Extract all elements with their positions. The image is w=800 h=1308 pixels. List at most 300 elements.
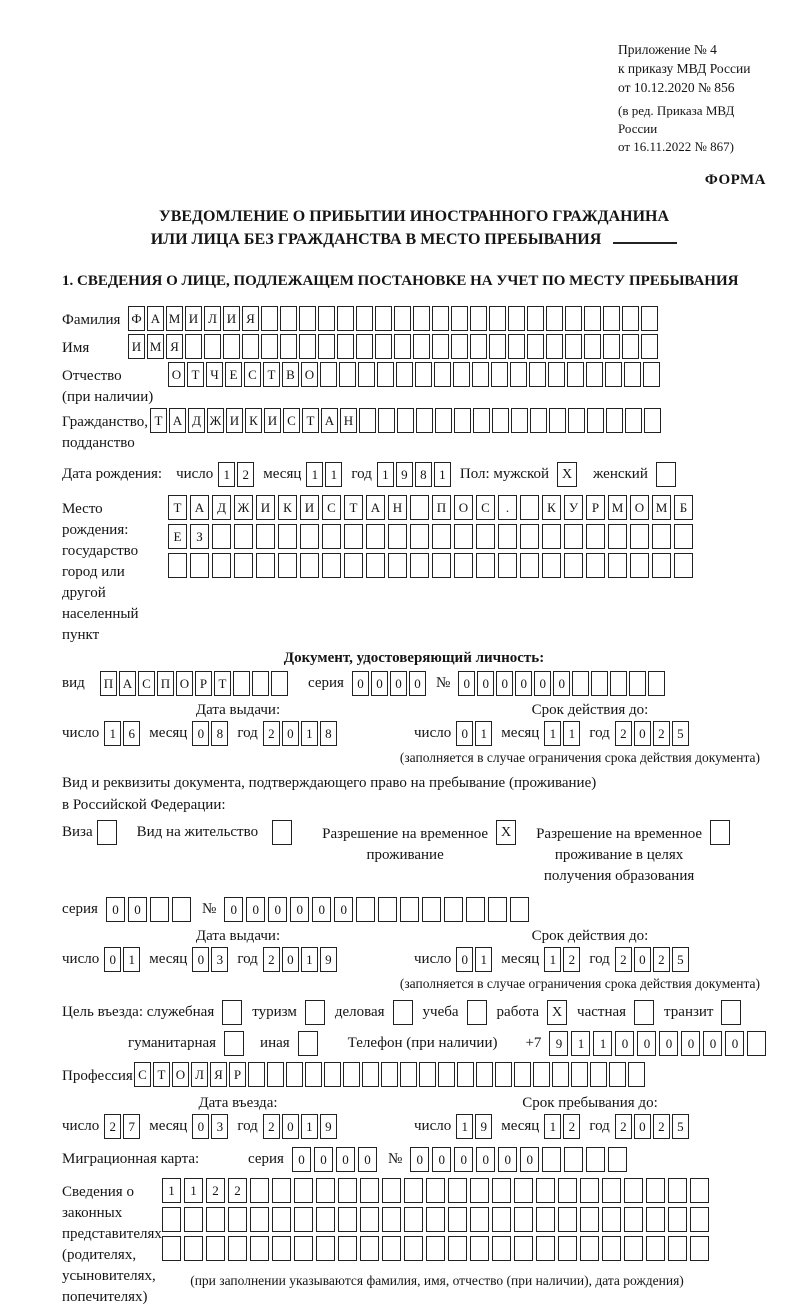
representatives-char-cell[interactable] (646, 1178, 665, 1203)
name-char-cell[interactable] (603, 334, 620, 359)
purpose-other-checkbox[interactable] (298, 1031, 320, 1056)
surname-char-cell[interactable]: И (185, 306, 202, 331)
doc-kind-char-cell[interactable]: П (157, 671, 174, 696)
phone-digit-cell[interactable]: 0 (725, 1031, 744, 1056)
representatives-char-cell[interactable] (492, 1236, 511, 1261)
patronymic-char-cell[interactable] (453, 362, 470, 387)
citizenship-char-cell[interactable] (606, 408, 623, 433)
representatives-char-cell[interactable] (514, 1207, 533, 1232)
purpose-private-checkbox[interactable] (634, 1000, 656, 1025)
birth-year-cell[interactable]: 1 (377, 462, 394, 487)
patronymic-char-cell[interactable] (624, 362, 641, 387)
permit-number-cell[interactable] (422, 897, 441, 922)
birth-place-char-cell[interactable] (256, 524, 275, 549)
birth-day-cell[interactable]: 2 (237, 462, 254, 487)
birth-place-char-cell[interactable]: Б (674, 495, 693, 520)
name-char-cell[interactable] (641, 334, 658, 359)
birth-place-char-cell[interactable]: С (322, 495, 341, 520)
citizenship-char-cell[interactable] (397, 408, 414, 433)
surname-char-cell[interactable]: М (166, 306, 183, 331)
representatives-char-cell[interactable]: 1 (184, 1178, 203, 1203)
char-cell[interactable]: 1 (563, 721, 580, 746)
permit-number-cell[interactable]: 0 (268, 897, 287, 922)
residence-permit-checkbox[interactable] (272, 820, 292, 845)
profession-char-cell[interactable] (248, 1062, 265, 1087)
migration-series-cell[interactable]: 0 (358, 1147, 377, 1172)
representatives-char-cell[interactable] (272, 1178, 291, 1203)
patronymic-input[interactable] (168, 362, 662, 387)
profession-char-cell[interactable] (628, 1062, 645, 1087)
birth-year-cell[interactable]: 9 (396, 462, 413, 487)
char-cell[interactable]: 0 (192, 721, 209, 746)
surname-char-cell[interactable]: Я (242, 306, 259, 331)
char-cell[interactable]: 2 (653, 721, 670, 746)
char-cell[interactable]: 0 (192, 1114, 209, 1139)
representatives-char-cell[interactable] (426, 1178, 445, 1203)
char-cell[interactable]: 0 (456, 721, 473, 746)
profession-char-cell[interactable] (590, 1062, 607, 1087)
representatives-char-cell[interactable] (360, 1207, 379, 1232)
surname-char-cell[interactable]: Л (204, 306, 221, 331)
purpose-study-checkbox[interactable] (467, 1000, 489, 1025)
patronymic-char-cell[interactable] (491, 362, 508, 387)
char-cell[interactable]: 1 (475, 721, 492, 746)
representatives-char-cell[interactable] (448, 1178, 467, 1203)
citizenship-char-cell[interactable]: А (169, 408, 186, 433)
birth-year-input[interactable] (377, 462, 453, 487)
birth-place-char-cell[interactable] (542, 524, 561, 549)
patronymic-char-cell[interactable]: Е (225, 362, 242, 387)
birth-place-char-cell[interactable] (608, 553, 627, 578)
citizenship-char-cell[interactable]: И (226, 408, 243, 433)
representatives-char-cell[interactable] (514, 1178, 533, 1203)
representatives-char-cell[interactable] (646, 1207, 665, 1232)
visa-checkbox[interactable] (97, 820, 119, 845)
representatives-char-cell[interactable] (602, 1236, 621, 1261)
birth-place-char-cell[interactable] (564, 553, 583, 578)
char-cell[interactable]: 1 (301, 947, 318, 972)
birth-place-char-cell[interactable] (520, 553, 539, 578)
birth-place-char-cell[interactable] (498, 553, 517, 578)
patronymic-char-cell[interactable] (643, 362, 660, 387)
permit-issue-month[interactable] (192, 947, 230, 972)
birth-place-char-cell[interactable] (410, 553, 429, 578)
char-cell[interactable]: 1 (301, 721, 318, 746)
migration-number-cell[interactable] (542, 1147, 561, 1172)
name-char-cell[interactable] (280, 334, 297, 359)
birth-place-char-cell[interactable] (520, 524, 539, 549)
birth-place-char-cell[interactable] (278, 553, 297, 578)
birth-place-char-cell[interactable]: Т (344, 495, 363, 520)
profession-char-cell[interactable] (514, 1062, 531, 1087)
birth-place-char-cell[interactable] (388, 553, 407, 578)
birth-place-char-cell[interactable] (388, 524, 407, 549)
citizenship-char-cell[interactable] (511, 408, 528, 433)
permit-series-cell[interactable] (150, 897, 169, 922)
citizenship-char-cell[interactable] (549, 408, 566, 433)
patronymic-char-cell[interactable]: О (301, 362, 318, 387)
phone-input[interactable] (549, 1031, 769, 1056)
representatives-char-cell[interactable] (624, 1207, 643, 1232)
birth-place-char-cell[interactable] (476, 524, 495, 549)
permit-number-input[interactable] (224, 897, 532, 922)
name-char-cell[interactable]: М (147, 334, 164, 359)
migration-number-cell[interactable]: 0 (410, 1147, 429, 1172)
char-cell[interactable] (222, 1000, 242, 1025)
doc-series-input[interactable] (352, 671, 428, 696)
citizenship-char-cell[interactable] (568, 408, 585, 433)
doc-series-cell[interactable]: 0 (390, 671, 407, 696)
birth-place-char-cell[interactable] (190, 553, 209, 578)
birth-place-input-row1[interactable] (168, 495, 696, 520)
surname-char-cell[interactable] (337, 306, 354, 331)
char-cell[interactable]: 5 (672, 721, 689, 746)
migration-number-cell[interactable] (564, 1147, 583, 1172)
birth-place-char-cell[interactable] (432, 553, 451, 578)
profession-char-cell[interactable] (343, 1062, 360, 1087)
birth-place-char-cell[interactable]: Р (586, 495, 605, 520)
profession-char-cell[interactable] (305, 1062, 322, 1087)
phone-digit-cell[interactable]: 9 (549, 1031, 568, 1056)
birth-place-char-cell[interactable] (256, 553, 275, 578)
migration-series-cell[interactable]: 0 (292, 1147, 311, 1172)
char-cell[interactable]: 9 (320, 1114, 337, 1139)
birth-place-char-cell[interactable] (652, 524, 671, 549)
doc-number-cell[interactable]: 0 (496, 671, 513, 696)
migration-number-cell[interactable]: 0 (520, 1147, 539, 1172)
profession-char-cell[interactable] (267, 1062, 284, 1087)
birth-place-char-cell[interactable] (652, 553, 671, 578)
char-cell[interactable]: 0 (634, 1114, 651, 1139)
representatives-char-cell[interactable] (624, 1236, 643, 1261)
representatives-char-cell[interactable] (470, 1207, 489, 1232)
birth-place-char-cell[interactable] (630, 553, 649, 578)
name-char-cell[interactable] (565, 334, 582, 359)
profession-char-cell[interactable] (457, 1062, 474, 1087)
birth-place-char-cell[interactable] (586, 553, 605, 578)
representatives-char-cell[interactable] (470, 1178, 489, 1203)
representatives-char-cell[interactable] (404, 1178, 423, 1203)
representatives-char-cell[interactable] (250, 1207, 269, 1232)
char-cell[interactable]: 1 (123, 947, 140, 972)
representatives-char-cell[interactable] (382, 1236, 401, 1261)
name-char-cell[interactable] (242, 334, 259, 359)
citizenship-char-cell[interactable] (416, 408, 433, 433)
surname-char-cell[interactable] (470, 306, 487, 331)
profession-char-cell[interactable] (419, 1062, 436, 1087)
birth-place-char-cell[interactable] (410, 524, 429, 549)
birth-year-cell[interactable]: 8 (415, 462, 432, 487)
stay-month-input[interactable] (544, 1114, 582, 1139)
representatives-char-cell[interactable] (294, 1178, 313, 1203)
char-cell[interactable]: 2 (615, 1114, 632, 1139)
representatives-char-cell[interactable] (492, 1178, 511, 1203)
char-cell[interactable] (298, 1031, 318, 1056)
representatives-char-cell[interactable]: 1 (162, 1178, 181, 1203)
char-cell[interactable]: 5 (672, 1114, 689, 1139)
name-char-cell[interactable] (375, 334, 392, 359)
birth-place-char-cell[interactable] (322, 524, 341, 549)
representatives-char-cell[interactable] (690, 1178, 709, 1203)
patronymic-char-cell[interactable] (567, 362, 584, 387)
representatives-char-cell[interactable] (690, 1207, 709, 1232)
representatives-char-cell[interactable] (536, 1207, 555, 1232)
birth-day-cell[interactable]: 1 (218, 462, 235, 487)
birth-year-cell[interactable]: 1 (434, 462, 451, 487)
birth-place-char-cell[interactable] (630, 524, 649, 549)
doc-number-cell[interactable]: 0 (477, 671, 494, 696)
patronymic-char-cell[interactable] (339, 362, 356, 387)
citizenship-char-cell[interactable] (625, 408, 642, 433)
char-cell[interactable]: 9 (320, 947, 337, 972)
citizenship-char-cell[interactable] (378, 408, 395, 433)
citizenship-char-cell[interactable]: Т (302, 408, 319, 433)
representatives-char-cell[interactable] (184, 1236, 203, 1261)
representatives-char-cell[interactable] (294, 1236, 313, 1261)
citizenship-char-cell[interactable]: Д (188, 408, 205, 433)
name-char-cell[interactable] (508, 334, 525, 359)
migration-number-cell[interactable]: 0 (498, 1147, 517, 1172)
birth-place-input-row3[interactable] (168, 553, 696, 578)
phone-digit-cell[interactable]: 1 (593, 1031, 612, 1056)
doc-series-cell[interactable]: 0 (371, 671, 388, 696)
passport-valid-month[interactable] (544, 721, 582, 746)
profession-char-cell[interactable]: О (172, 1062, 189, 1087)
birth-place-char-cell[interactable]: И (300, 495, 319, 520)
representatives-char-cell[interactable] (338, 1236, 357, 1261)
birth-place-char-cell[interactable]: К (542, 495, 561, 520)
doc-number-cell[interactable]: 0 (458, 671, 475, 696)
char-cell[interactable]: 1 (301, 1114, 318, 1139)
purpose-transit-checkbox[interactable] (721, 1000, 743, 1025)
patronymic-char-cell[interactable]: В (282, 362, 299, 387)
surname-char-cell[interactable] (489, 306, 506, 331)
permit-number-cell[interactable] (488, 897, 507, 922)
surname-char-cell[interactable] (394, 306, 411, 331)
birth-place-char-cell[interactable] (168, 553, 187, 578)
char-cell[interactable] (467, 1000, 487, 1025)
surname-char-cell[interactable] (603, 306, 620, 331)
char-cell[interactable]: 8 (320, 721, 337, 746)
patronymic-char-cell[interactable] (529, 362, 546, 387)
birth-place-char-cell[interactable]: Д (212, 495, 231, 520)
birth-place-char-cell[interactable]: Т (168, 495, 187, 520)
purpose-humanitarian-checkbox[interactable] (224, 1031, 246, 1056)
profession-char-cell[interactable]: Л (191, 1062, 208, 1087)
birth-place-char-cell[interactable]: П (432, 495, 451, 520)
birth-place-char-cell[interactable]: С (476, 495, 495, 520)
name-char-cell[interactable] (185, 334, 202, 359)
char-cell[interactable]: X (547, 1000, 567, 1025)
visa-checkbox[interactable] (97, 820, 117, 845)
char-cell[interactable]: 8 (211, 721, 228, 746)
birth-place-char-cell[interactable]: О (630, 495, 649, 520)
stay-day-input[interactable] (456, 1114, 494, 1139)
representatives-char-cell[interactable] (272, 1207, 291, 1232)
doc-series-cell[interactable]: 0 (352, 671, 369, 696)
birth-place-char-cell[interactable]: И (256, 495, 275, 520)
permit-number-cell[interactable]: 0 (246, 897, 265, 922)
representatives-char-cell[interactable] (624, 1178, 643, 1203)
char-cell[interactable]: 2 (615, 947, 632, 972)
birth-place-char-cell[interactable] (366, 524, 385, 549)
birth-place-char-cell[interactable]: О (454, 495, 473, 520)
birth-place-char-cell[interactable] (344, 524, 363, 549)
phone-digit-cell[interactable]: 1 (571, 1031, 590, 1056)
char-cell[interactable]: 0 (634, 721, 651, 746)
name-char-cell[interactable] (546, 334, 563, 359)
char-cell[interactable]: 5 (672, 947, 689, 972)
birth-place-char-cell[interactable] (300, 553, 319, 578)
birth-place-char-cell[interactable]: А (190, 495, 209, 520)
permit-series-input[interactable] (106, 897, 194, 922)
representatives-input-row1[interactable] (162, 1178, 712, 1203)
profession-char-cell[interactable] (381, 1062, 398, 1087)
permit-valid-month[interactable] (544, 947, 582, 972)
birth-place-char-cell[interactable]: Н (388, 495, 407, 520)
char-cell[interactable]: 1 (475, 947, 492, 972)
birth-place-char-cell[interactable] (454, 553, 473, 578)
passport-valid-year[interactable] (615, 721, 691, 746)
char-cell[interactable] (721, 1000, 741, 1025)
profession-char-cell[interactable] (362, 1062, 379, 1087)
birth-place-char-cell[interactable]: М (608, 495, 627, 520)
doc-number-cell[interactable] (591, 671, 608, 696)
phone-digit-cell[interactable]: 0 (659, 1031, 678, 1056)
name-char-cell[interactable] (451, 334, 468, 359)
surname-char-cell[interactable] (508, 306, 525, 331)
surname-char-cell[interactable] (432, 306, 449, 331)
surname-char-cell[interactable] (318, 306, 335, 331)
patronymic-char-cell[interactable] (472, 362, 489, 387)
citizenship-char-cell[interactable]: С (283, 408, 300, 433)
migration-series-cell[interactable]: 0 (336, 1147, 355, 1172)
birth-place-char-cell[interactable] (476, 553, 495, 578)
temp-permit-edu-checkbox[interactable] (710, 820, 732, 845)
representatives-char-cell[interactable] (448, 1236, 467, 1261)
name-char-cell[interactable] (356, 334, 373, 359)
birth-place-char-cell[interactable]: У (564, 495, 583, 520)
representatives-char-cell[interactable] (536, 1236, 555, 1261)
char-cell[interactable]: 2 (263, 721, 280, 746)
surname-char-cell[interactable] (546, 306, 563, 331)
char-cell[interactable]: 0 (282, 947, 299, 972)
surname-char-cell[interactable] (622, 306, 639, 331)
surname-char-cell[interactable] (584, 306, 601, 331)
doc-kind-input[interactable] (100, 671, 290, 696)
representatives-char-cell[interactable] (536, 1178, 555, 1203)
passport-issue-day[interactable] (104, 721, 142, 746)
purpose-tourism-checkbox[interactable] (305, 1000, 327, 1025)
birth-place-char-cell[interactable] (410, 495, 429, 520)
doc-kind-char-cell[interactable]: Р (195, 671, 212, 696)
representatives-char-cell[interactable] (492, 1207, 511, 1232)
doc-kind-char-cell[interactable]: О (176, 671, 193, 696)
char-cell[interactable]: 3 (211, 947, 228, 972)
permit-series-cell[interactable]: 0 (106, 897, 125, 922)
char-cell[interactable]: 0 (192, 947, 209, 972)
birth-place-char-cell[interactable]: М (652, 495, 671, 520)
name-char-cell[interactable] (432, 334, 449, 359)
char-cell[interactable]: 0 (456, 947, 473, 972)
char-cell[interactable]: 3 (211, 1114, 228, 1139)
doc-number-cell[interactable] (572, 671, 589, 696)
patronymic-char-cell[interactable] (434, 362, 451, 387)
migration-number-cell[interactable]: 0 (476, 1147, 495, 1172)
permit-valid-day[interactable] (456, 947, 494, 972)
representatives-char-cell[interactable]: 2 (228, 1178, 247, 1203)
permit-valid-year[interactable] (615, 947, 691, 972)
representatives-char-cell[interactable] (668, 1236, 687, 1261)
char-cell[interactable]: 0 (282, 1114, 299, 1139)
birth-place-char-cell[interactable]: К (278, 495, 297, 520)
entry-month-input[interactable] (192, 1114, 230, 1139)
surname-char-cell[interactable] (280, 306, 297, 331)
name-char-cell[interactable] (204, 334, 221, 359)
name-char-cell[interactable]: И (128, 334, 145, 359)
name-char-cell[interactable] (299, 334, 316, 359)
phone-digit-cell[interactable]: 0 (615, 1031, 634, 1056)
temp-permit-checkbox[interactable] (496, 820, 518, 845)
phone-digit-cell[interactable]: 0 (681, 1031, 700, 1056)
doc-kind-char-cell[interactable] (252, 671, 269, 696)
name-input[interactable] (128, 334, 660, 359)
name-char-cell[interactable] (489, 334, 506, 359)
permit-number-cell[interactable]: 0 (290, 897, 309, 922)
doc-number-cell[interactable]: 0 (534, 671, 551, 696)
representatives-char-cell[interactable] (206, 1236, 225, 1261)
permit-issue-year[interactable] (263, 947, 339, 972)
residence-permit-checkbox[interactable] (272, 820, 294, 845)
phone-digit-cell[interactable]: 0 (703, 1031, 722, 1056)
migration-number-cell[interactable] (586, 1147, 605, 1172)
surname-char-cell[interactable] (451, 306, 468, 331)
surname-char-cell[interactable] (413, 306, 430, 331)
representatives-char-cell[interactable]: 2 (206, 1178, 225, 1203)
birth-place-char-cell[interactable] (564, 524, 583, 549)
representatives-char-cell[interactable] (382, 1207, 401, 1232)
permit-number-cell[interactable] (356, 897, 375, 922)
passport-valid-day[interactable] (456, 721, 494, 746)
representatives-char-cell[interactable] (338, 1178, 357, 1203)
patronymic-char-cell[interactable] (548, 362, 565, 387)
representatives-char-cell[interactable] (668, 1207, 687, 1232)
profession-char-cell[interactable] (552, 1062, 569, 1087)
representatives-char-cell[interactable] (646, 1236, 665, 1261)
char-cell[interactable]: 2 (615, 721, 632, 746)
passport-issue-year[interactable] (263, 721, 339, 746)
citizenship-char-cell[interactable] (435, 408, 452, 433)
birth-month-cell[interactable]: 1 (325, 462, 342, 487)
profession-char-cell[interactable]: С (134, 1062, 151, 1087)
migration-number-cell[interactable]: 0 (454, 1147, 473, 1172)
doc-kind-char-cell[interactable]: П (100, 671, 117, 696)
birth-place-char-cell[interactable]: . (498, 495, 517, 520)
char-cell[interactable]: 1 (544, 947, 561, 972)
name-char-cell[interactable] (470, 334, 487, 359)
representatives-char-cell[interactable] (338, 1207, 357, 1232)
citizenship-char-cell[interactable]: А (321, 408, 338, 433)
name-char-cell[interactable] (527, 334, 544, 359)
doc-number-cell[interactable] (629, 671, 646, 696)
birth-place-char-cell[interactable] (586, 524, 605, 549)
representatives-char-cell[interactable] (558, 1236, 577, 1261)
profession-char-cell[interactable] (571, 1062, 588, 1087)
char-cell[interactable]: 1 (544, 1114, 561, 1139)
doc-kind-char-cell[interactable]: С (138, 671, 155, 696)
doc-kind-char-cell[interactable]: А (119, 671, 136, 696)
representatives-char-cell[interactable] (404, 1207, 423, 1232)
